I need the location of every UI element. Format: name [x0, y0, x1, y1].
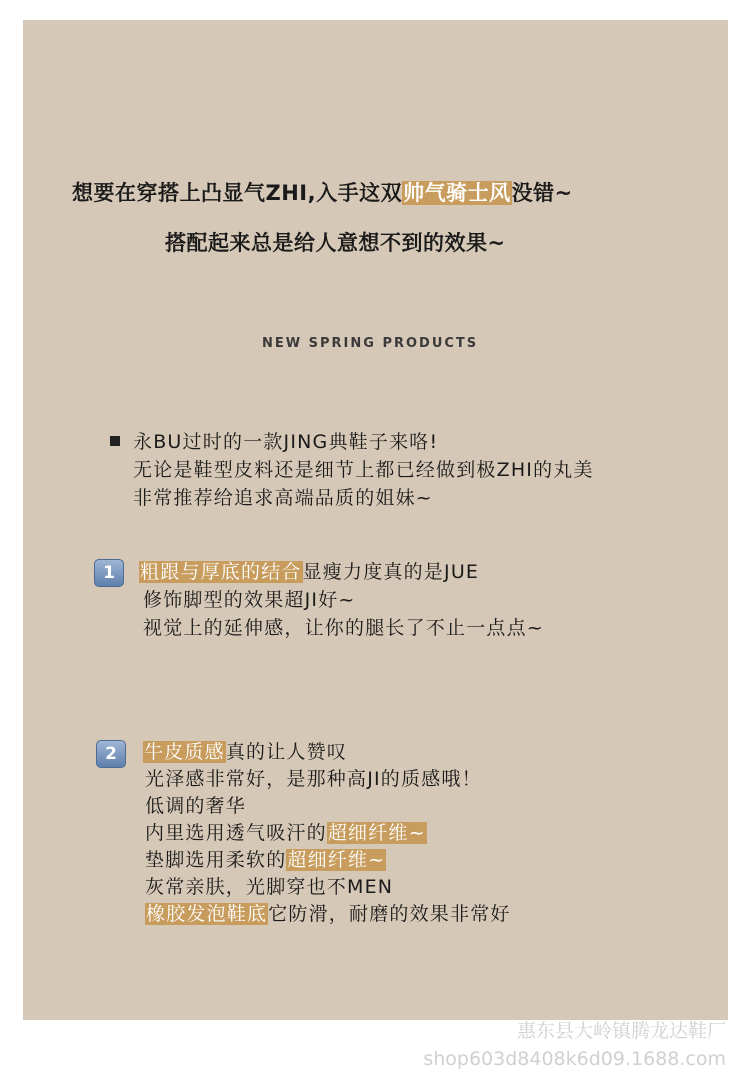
section2-line-4: 内里选用透气吸汗的超细纤维~: [145, 822, 426, 844]
intro-line-1: 永BU过时的一款JING典鞋子来咯!: [133, 431, 439, 453]
square-bullet-icon: [110, 436, 120, 446]
section2-highlight-fiber-2: 超细纤维~: [287, 849, 386, 871]
section1-line-1: 粗跟与厚底的结合显瘦力度真的是JUE: [140, 561, 480, 583]
number-badge-2: 2: [96, 740, 126, 768]
section1-line-2: 修饰脚型的效果超JI好~: [143, 589, 356, 611]
number-badge-1: 1: [94, 559, 124, 587]
section1-highlight: 粗跟与厚底的结合: [140, 561, 302, 583]
section2-highlight: 牛皮质感: [144, 741, 225, 763]
intro-line-3: 非常推荐给追求高端品质的姐妹~: [133, 487, 433, 509]
section2-line-2: 光泽感非常好，是那种高JI的质感哦！: [145, 768, 482, 790]
section1-line-3: 视觉上的延伸感，让你的腿长了不止一点点~: [143, 617, 544, 639]
section2-line-7: 橡胶发泡鞋底它防滑，耐磨的效果非常好: [146, 903, 511, 925]
section2-line-6: 灰常亲肤，光脚穿也不MEN: [145, 876, 394, 898]
section2-line-1: 牛皮质感真的让人赞叹: [144, 741, 348, 763]
section2-highlight-sole: 橡胶发泡鞋底: [146, 903, 268, 925]
subtitle: NEW SPRING PRODUCTS: [262, 336, 479, 351]
section2-line-5: 垫脚选用柔软的超细纤维~: [145, 849, 386, 871]
heading-highlight: 帅气骑士风: [403, 181, 511, 205]
watermark-shop-url: shop603d8408k6d09.1688.com: [423, 1048, 726, 1070]
intro-line-2: 无论是鞋型皮料还是细节上都已经做到极ZHI的丸美: [133, 459, 594, 481]
heading-line-1: 想要在穿搭上凸显气ZHI,入手这双帅气骑士风没错~: [72, 181, 573, 205]
watermark-shop-name: 惠东县大岭镇腾龙达鞋厂: [516, 1020, 726, 1042]
section2-line-3: 低调的奢华: [145, 795, 247, 817]
section2-highlight-fiber-1: 超细纤维~: [327, 822, 426, 844]
heading-line-2: 搭配起来总是给人意想不到的效果~: [165, 231, 506, 255]
